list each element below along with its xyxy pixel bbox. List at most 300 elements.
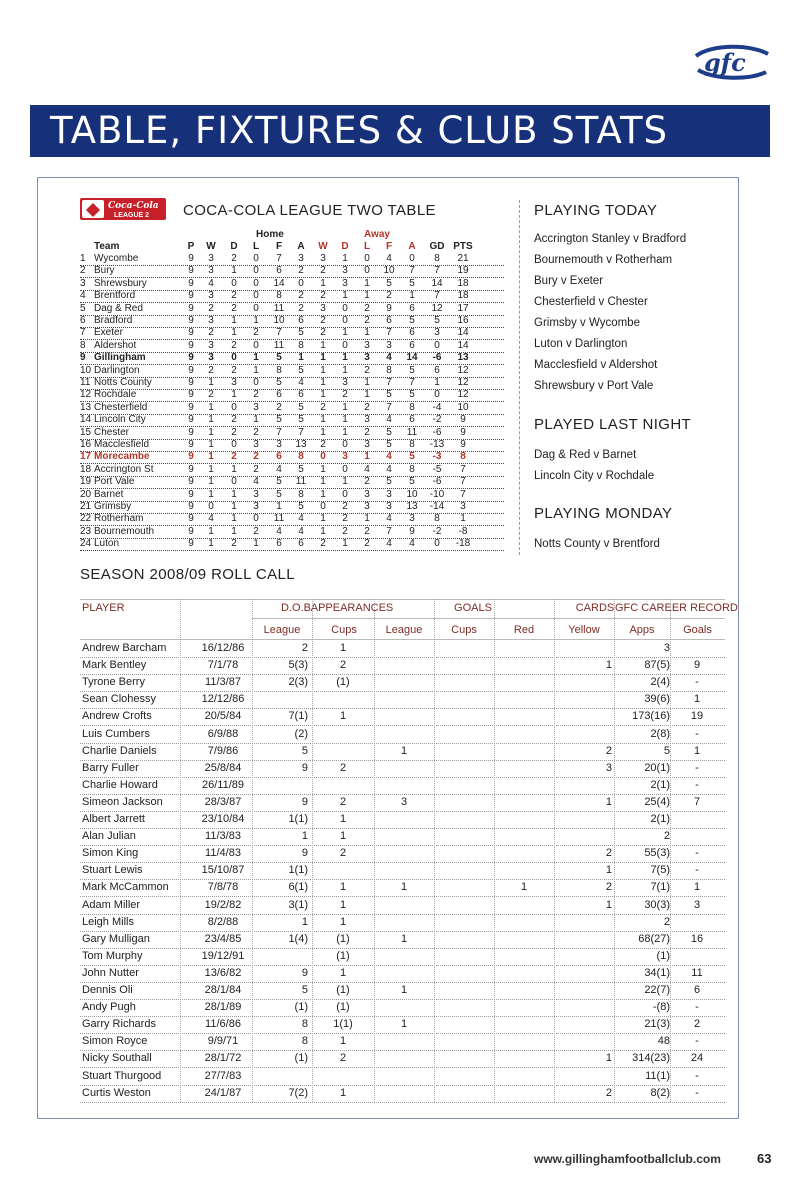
yellow-cards: 1	[605, 898, 612, 911]
league-stat: 9	[188, 439, 194, 450]
career-apps: 2(8)	[650, 727, 670, 740]
league-stat: 3	[342, 277, 348, 289]
player-dob: 28/3/87	[204, 795, 242, 808]
league-stat: 6	[276, 451, 282, 463]
player-dob: 8/2/88	[207, 915, 239, 928]
league-stat: 14	[406, 352, 418, 364]
team-name: Wycombe	[94, 253, 139, 264]
sub-goals-cups: Cups	[451, 624, 477, 636]
app-cups: 1	[339, 881, 347, 894]
league-stat: 1	[364, 451, 370, 463]
app-league: 1(1)	[288, 864, 308, 877]
app-cups: (1)	[336, 676, 350, 689]
league-stat: -4	[432, 401, 442, 413]
league-stat: 0	[320, 451, 326, 463]
team-name: Accrington St	[94, 463, 154, 475]
player-dob: 6/9/88	[207, 727, 239, 740]
team-name: Aldershot	[94, 339, 137, 351]
league-stat: 4	[253, 476, 259, 488]
career-goals: -	[695, 1001, 699, 1014]
league-stat: 21	[457, 253, 469, 264]
player-name: Curtis Weston	[82, 1086, 151, 1099]
league-stat: 2	[231, 414, 237, 426]
app-cups: (1)	[336, 949, 350, 962]
player-dob: 7/1/78	[207, 659, 239, 672]
league-stat: 1	[364, 513, 370, 525]
league-stat: 11	[273, 339, 285, 351]
player-dob: 27/7/83	[204, 1069, 242, 1082]
yellow-cards: 1	[605, 864, 612, 877]
league-stat: 2	[342, 389, 348, 401]
league-stat: 10	[406, 488, 418, 500]
team-name: Bournemouth	[94, 525, 155, 537]
league-stat: 7	[298, 426, 304, 438]
fixture-item: Bury v Exeter	[534, 275, 604, 287]
app-cups: 1	[339, 710, 347, 723]
club-logo	[692, 38, 770, 88]
app-league: 1	[301, 830, 308, 843]
league-stat: 6	[386, 315, 392, 326]
league-stat: 0	[253, 253, 259, 264]
league-stat: 6	[276, 538, 282, 550]
league-stat: 1	[208, 463, 214, 475]
league-stat: 2	[342, 513, 348, 525]
league-stat: 9	[188, 501, 194, 512]
roll-call-row	[80, 828, 725, 846]
league-position: 12	[80, 389, 92, 401]
league-table-row	[80, 352, 504, 365]
player-name: Andrew Crofts	[82, 710, 152, 723]
team-name: Port Vale	[94, 476, 135, 488]
grid-line	[180, 599, 181, 1102]
league-stat: -14	[429, 501, 445, 512]
career-goals: 3	[693, 898, 701, 911]
league-stat: 6	[298, 538, 304, 550]
league-stat: 3	[364, 352, 370, 364]
sub-app-league: League	[263, 624, 301, 636]
league-stat: 1	[320, 525, 326, 537]
league-stat: 10	[457, 401, 469, 413]
league-table-row	[80, 253, 504, 266]
league-position: 15	[80, 426, 92, 438]
fixture-item: Shrewsbury v Port Vale	[534, 380, 654, 392]
league-stat: 3	[364, 488, 370, 500]
league-stat: 0	[253, 277, 259, 289]
league-stat: 6	[276, 265, 282, 277]
league-stat: 3	[409, 513, 415, 525]
league-stat: 6	[298, 389, 304, 401]
league-col-header: F	[275, 241, 283, 252]
yellow-cards: 2	[605, 847, 612, 860]
league-stat: 8	[386, 364, 392, 376]
league-stat: 5	[298, 414, 304, 426]
league-stat: 2	[298, 302, 304, 314]
league-table-row	[80, 501, 504, 514]
player-dob: 11/3/87	[205, 676, 241, 689]
league-stat: 8	[434, 253, 440, 264]
league-col-header: GD	[429, 241, 445, 252]
league-stat: -6	[432, 352, 442, 364]
roll-call-row	[80, 1050, 725, 1068]
league-stat: 2	[298, 290, 304, 302]
league-stat: 2	[253, 426, 259, 438]
career-apps: 5	[663, 744, 670, 757]
career-apps: 34(1)	[644, 966, 670, 979]
career-apps: 7(1)	[650, 881, 670, 894]
player-dob: 28/1/72	[204, 1052, 242, 1065]
league-stat: 2	[208, 364, 214, 376]
sub-yellow: Yellow	[568, 624, 600, 636]
league-stat: 19	[457, 265, 469, 277]
league-stat: 5	[386, 426, 392, 438]
app-cups: 2	[339, 761, 347, 774]
league-stat: 1	[208, 451, 214, 463]
team-name: Rotherham	[94, 513, 144, 525]
career-apps: 39(6)	[644, 693, 670, 706]
goals-league: 1	[400, 984, 408, 996]
app-league: (2)	[294, 727, 308, 740]
league-stat: 2	[320, 439, 326, 450]
league-stat: 1	[298, 352, 304, 364]
player-dob: 13/6/82	[204, 966, 242, 979]
league-stat: 0	[342, 463, 348, 475]
career-goals: -	[695, 1035, 699, 1048]
league-stat: 2	[364, 401, 370, 413]
career-apps: 55(3)	[644, 847, 670, 860]
grid-line	[670, 599, 671, 1102]
roll-call-row	[80, 1085, 725, 1103]
team-name: Notts County	[94, 377, 152, 388]
league-stat: 4	[208, 277, 214, 289]
league-stat: 11	[295, 476, 307, 488]
sub-goals-league: League	[385, 624, 423, 636]
app-league: 1(4)	[288, 932, 308, 945]
league-stat: 1	[320, 364, 326, 376]
league-stat: 2	[386, 290, 392, 302]
league-stat: 3	[342, 451, 348, 463]
league-stat: 7	[386, 401, 392, 413]
career-goals: 2	[693, 1018, 701, 1031]
app-cups: 1	[339, 642, 347, 654]
league-stat: 9	[188, 476, 194, 488]
league-stat: 1	[364, 377, 370, 388]
league-stat: 3	[208, 290, 214, 302]
league-stat: 1	[342, 538, 348, 550]
player-name: Stuart Thurgood	[82, 1069, 162, 1082]
player-dob: 26/11/89	[201, 778, 244, 791]
roll-call-row	[80, 931, 725, 949]
team-name: Morecambe	[94, 451, 150, 463]
league-stat: 1	[208, 426, 214, 438]
team-name: Bradford	[94, 315, 133, 326]
league-stat: 1	[208, 377, 214, 388]
app-league: 2(3)	[288, 676, 308, 689]
roll-call-row	[80, 1068, 725, 1086]
player-name: Andy Pugh	[82, 1001, 136, 1014]
league-stat: 1	[342, 290, 348, 302]
league-stat: 4	[386, 253, 392, 264]
league-stat: 2	[364, 525, 370, 537]
yellow-cards: 3	[605, 761, 612, 774]
league-position: 18	[80, 463, 92, 475]
app-cups: (1)	[336, 1001, 350, 1014]
league-position: 23	[80, 525, 92, 537]
league-stat: 4	[208, 513, 214, 525]
roll-call-row	[80, 1033, 725, 1051]
career-goals: 7	[693, 795, 701, 808]
player-name: Tyrone Berry	[82, 676, 145, 689]
league-stat: 8	[298, 451, 304, 463]
league-stat: 9	[188, 401, 194, 413]
league-stat: 3	[460, 501, 466, 512]
career-goals: -	[695, 1086, 699, 1099]
player-name: Tom Murphy	[82, 949, 143, 962]
league-stat: 0	[253, 302, 259, 314]
league-stat: 1	[320, 414, 326, 426]
league-stat: 2	[364, 538, 370, 550]
league-stat: 1	[342, 414, 348, 426]
league-stat: 4	[276, 525, 282, 537]
league-stat: 3	[386, 501, 392, 512]
yellow-cards: 2	[605, 744, 612, 757]
league-stat: 1	[320, 488, 326, 500]
league-stat: 6	[434, 364, 440, 376]
league-stat: 14	[457, 327, 469, 339]
league-stat: 2	[364, 302, 370, 314]
career-goals: 16	[690, 932, 704, 945]
league-stat: 7	[460, 476, 466, 488]
career-goals: -	[695, 727, 699, 740]
league-stat: 1	[208, 401, 214, 413]
league-stat: 5	[386, 439, 392, 450]
league-stat: 9	[188, 315, 194, 326]
roll-call-row	[80, 640, 725, 658]
grid-line	[494, 599, 495, 1102]
league-position: 9	[80, 352, 86, 364]
career-apps: 22(7)	[644, 984, 670, 996]
career-apps: 7(5)	[650, 864, 670, 877]
league-stat: 0	[253, 265, 259, 277]
league-stat: 4	[386, 352, 392, 364]
app-cups: 1	[339, 1086, 347, 1099]
league-stat: 3	[320, 302, 326, 314]
page-number: 63	[757, 1151, 772, 1166]
league-stat: 9	[188, 253, 194, 264]
fixture-item: Bournemouth v Rotherham	[534, 254, 673, 266]
league-stat: 4	[386, 451, 392, 463]
league-stat: 9	[409, 525, 415, 537]
career-goals: -	[695, 847, 699, 860]
league-table-row	[80, 414, 504, 427]
league-stat: 10	[273, 315, 285, 326]
team-name: Macclesfield	[94, 439, 150, 450]
league-stat: 4	[364, 463, 370, 475]
roll-call-row	[80, 708, 725, 726]
league-stat: 3	[253, 501, 259, 512]
yellow-cards: 2	[605, 881, 612, 894]
league-position: 11	[80, 377, 91, 388]
league-stat: 4	[298, 513, 304, 525]
league-stat: 3	[386, 339, 392, 351]
league-stat: 8	[409, 439, 415, 450]
league-stat: 1	[231, 265, 237, 277]
team-name: Barnet	[94, 488, 124, 500]
league-stat: 2	[320, 401, 326, 413]
league-stat: 13	[295, 439, 307, 450]
player-name: Mark McCammon	[82, 881, 169, 894]
league-stat: 1	[364, 290, 370, 302]
app-league: 5	[301, 744, 308, 757]
career-apps: 2(1)	[650, 813, 670, 825]
league-stat: 4	[386, 513, 392, 525]
header-appearances: APPEARANCES	[310, 602, 394, 614]
league-stat: 9	[460, 426, 466, 438]
league-stat: 9	[188, 426, 194, 438]
league-stat: 5	[434, 315, 440, 326]
career-goals: 24	[690, 1052, 704, 1065]
league-stat: 0	[231, 401, 237, 413]
app-league: 2	[301, 642, 308, 654]
player-dob: 23/4/85	[204, 932, 242, 945]
league-position: 3	[80, 277, 86, 289]
career-apps: -(8)	[652, 1001, 670, 1014]
league-stat: 3	[434, 327, 440, 339]
league-stat: 4	[386, 463, 392, 475]
league-stat: 2	[231, 426, 237, 438]
league-stat: 5	[409, 451, 415, 463]
league-col-header: A	[408, 241, 416, 252]
player-name: Charlie Daniels	[82, 744, 157, 757]
league-stat: 2	[208, 302, 214, 314]
league-table-row	[80, 402, 504, 415]
league-stat: 0	[364, 265, 370, 277]
league-stat: 1	[342, 364, 348, 376]
goals-league: 1	[400, 881, 408, 894]
fixture-item: Luton v Darlington	[534, 338, 628, 350]
league-position: 10	[80, 364, 92, 376]
player-dob: 28/1/84	[204, 984, 242, 996]
league-stat: 8	[276, 290, 282, 302]
league-stat: 2	[364, 476, 370, 488]
league-stat: 3	[364, 501, 370, 512]
league-stat: 7	[386, 327, 392, 339]
league-stat: 0	[298, 277, 304, 289]
player-name: Albert Jarrett	[82, 813, 145, 825]
league-table-row	[80, 526, 504, 539]
league-stat: 9	[188, 290, 194, 302]
roll-call-row	[80, 948, 725, 966]
league-table-row	[80, 489, 504, 502]
league-table-row	[80, 451, 504, 464]
league-stat: 3	[208, 315, 214, 326]
league-stat: 9	[188, 525, 194, 537]
app-cups: 2	[339, 847, 347, 860]
career-apps: 11(1)	[645, 1069, 670, 1082]
league-stat: 7	[460, 488, 466, 500]
league-stat: 1	[231, 513, 237, 525]
career-goals: 9	[693, 659, 701, 672]
goals-league: 1	[400, 932, 408, 945]
league-stat: 2	[231, 451, 237, 463]
league-stat: 0	[231, 439, 237, 450]
roll-call-row	[80, 726, 725, 744]
league-stat: 9	[188, 414, 194, 426]
career-apps: 68(27)	[638, 932, 670, 945]
league-stat: -2	[432, 414, 442, 426]
roll-call-row	[80, 879, 725, 897]
league-stat: 3	[364, 439, 370, 450]
yellow-cards: 1	[605, 1052, 612, 1065]
league-position: 5	[80, 302, 86, 314]
player-name: Sean Clohessy	[82, 693, 156, 706]
league-stat: 12	[457, 364, 469, 376]
roll-call-row	[80, 657, 725, 675]
league-stat: 2	[364, 426, 370, 438]
fixture-item: Chesterfield v Chester	[534, 296, 648, 308]
league-stat: 0	[342, 339, 348, 351]
player-dob: 7/8/78	[207, 881, 239, 894]
player-name: Simon King	[82, 847, 139, 860]
league-stat: 2	[320, 538, 326, 550]
team-name: Luton	[94, 538, 120, 550]
league-stat: 2	[231, 253, 237, 264]
league-position: 22	[80, 513, 92, 525]
league-stat: 8	[434, 513, 440, 525]
career-goals: 6	[693, 984, 701, 996]
career-goals: 1	[693, 693, 701, 706]
league-stat: 8	[460, 451, 466, 463]
player-dob: 9/9/71	[207, 1035, 239, 1048]
grid-line	[554, 599, 555, 1102]
career-apps: 8(2)	[650, 1086, 670, 1099]
league-stat: 0	[253, 377, 259, 388]
cola-brand: Coca-Cola	[108, 201, 159, 211]
league-stat: 1	[342, 426, 348, 438]
player-name: Alan Julian	[82, 830, 136, 843]
league-stat: 1	[320, 513, 326, 525]
roll-call-row	[80, 811, 725, 829]
team-name: Brentford	[94, 290, 136, 302]
sub-app-cups: Cups	[331, 624, 357, 636]
header-goals: GOALS	[454, 602, 492, 614]
team-name: Chesterfield	[94, 401, 148, 413]
league-table-row	[80, 278, 504, 291]
app-cups: 1	[339, 898, 347, 911]
player-name: Simon Royce	[82, 1035, 148, 1048]
league-stat: 1	[320, 476, 326, 488]
league-stat: 2	[253, 463, 259, 475]
league-stat: 9	[188, 327, 194, 339]
league-stat: 9	[386, 302, 392, 314]
league-stat: 7	[409, 377, 415, 388]
league-stat: -8	[458, 525, 468, 537]
team-name: Lincoln City	[94, 414, 146, 426]
player-dob: 11/6/86	[205, 1018, 241, 1031]
league-col-header: PTS	[453, 241, 473, 252]
player-name: Barry Fuller	[82, 761, 139, 774]
goals-league: 3	[400, 795, 408, 808]
league-stat: 5	[409, 364, 415, 376]
league-stat: 0	[208, 501, 214, 512]
league-stat: 5	[409, 315, 415, 326]
app-league: 3(1)	[288, 898, 308, 911]
team-name: Darlington	[94, 364, 140, 376]
league-stat: 0	[342, 439, 348, 450]
league-stat: 1	[320, 352, 326, 364]
league-stat: 1	[231, 463, 237, 475]
league-stat: 11	[406, 426, 418, 438]
team-name: Exeter	[94, 327, 123, 339]
